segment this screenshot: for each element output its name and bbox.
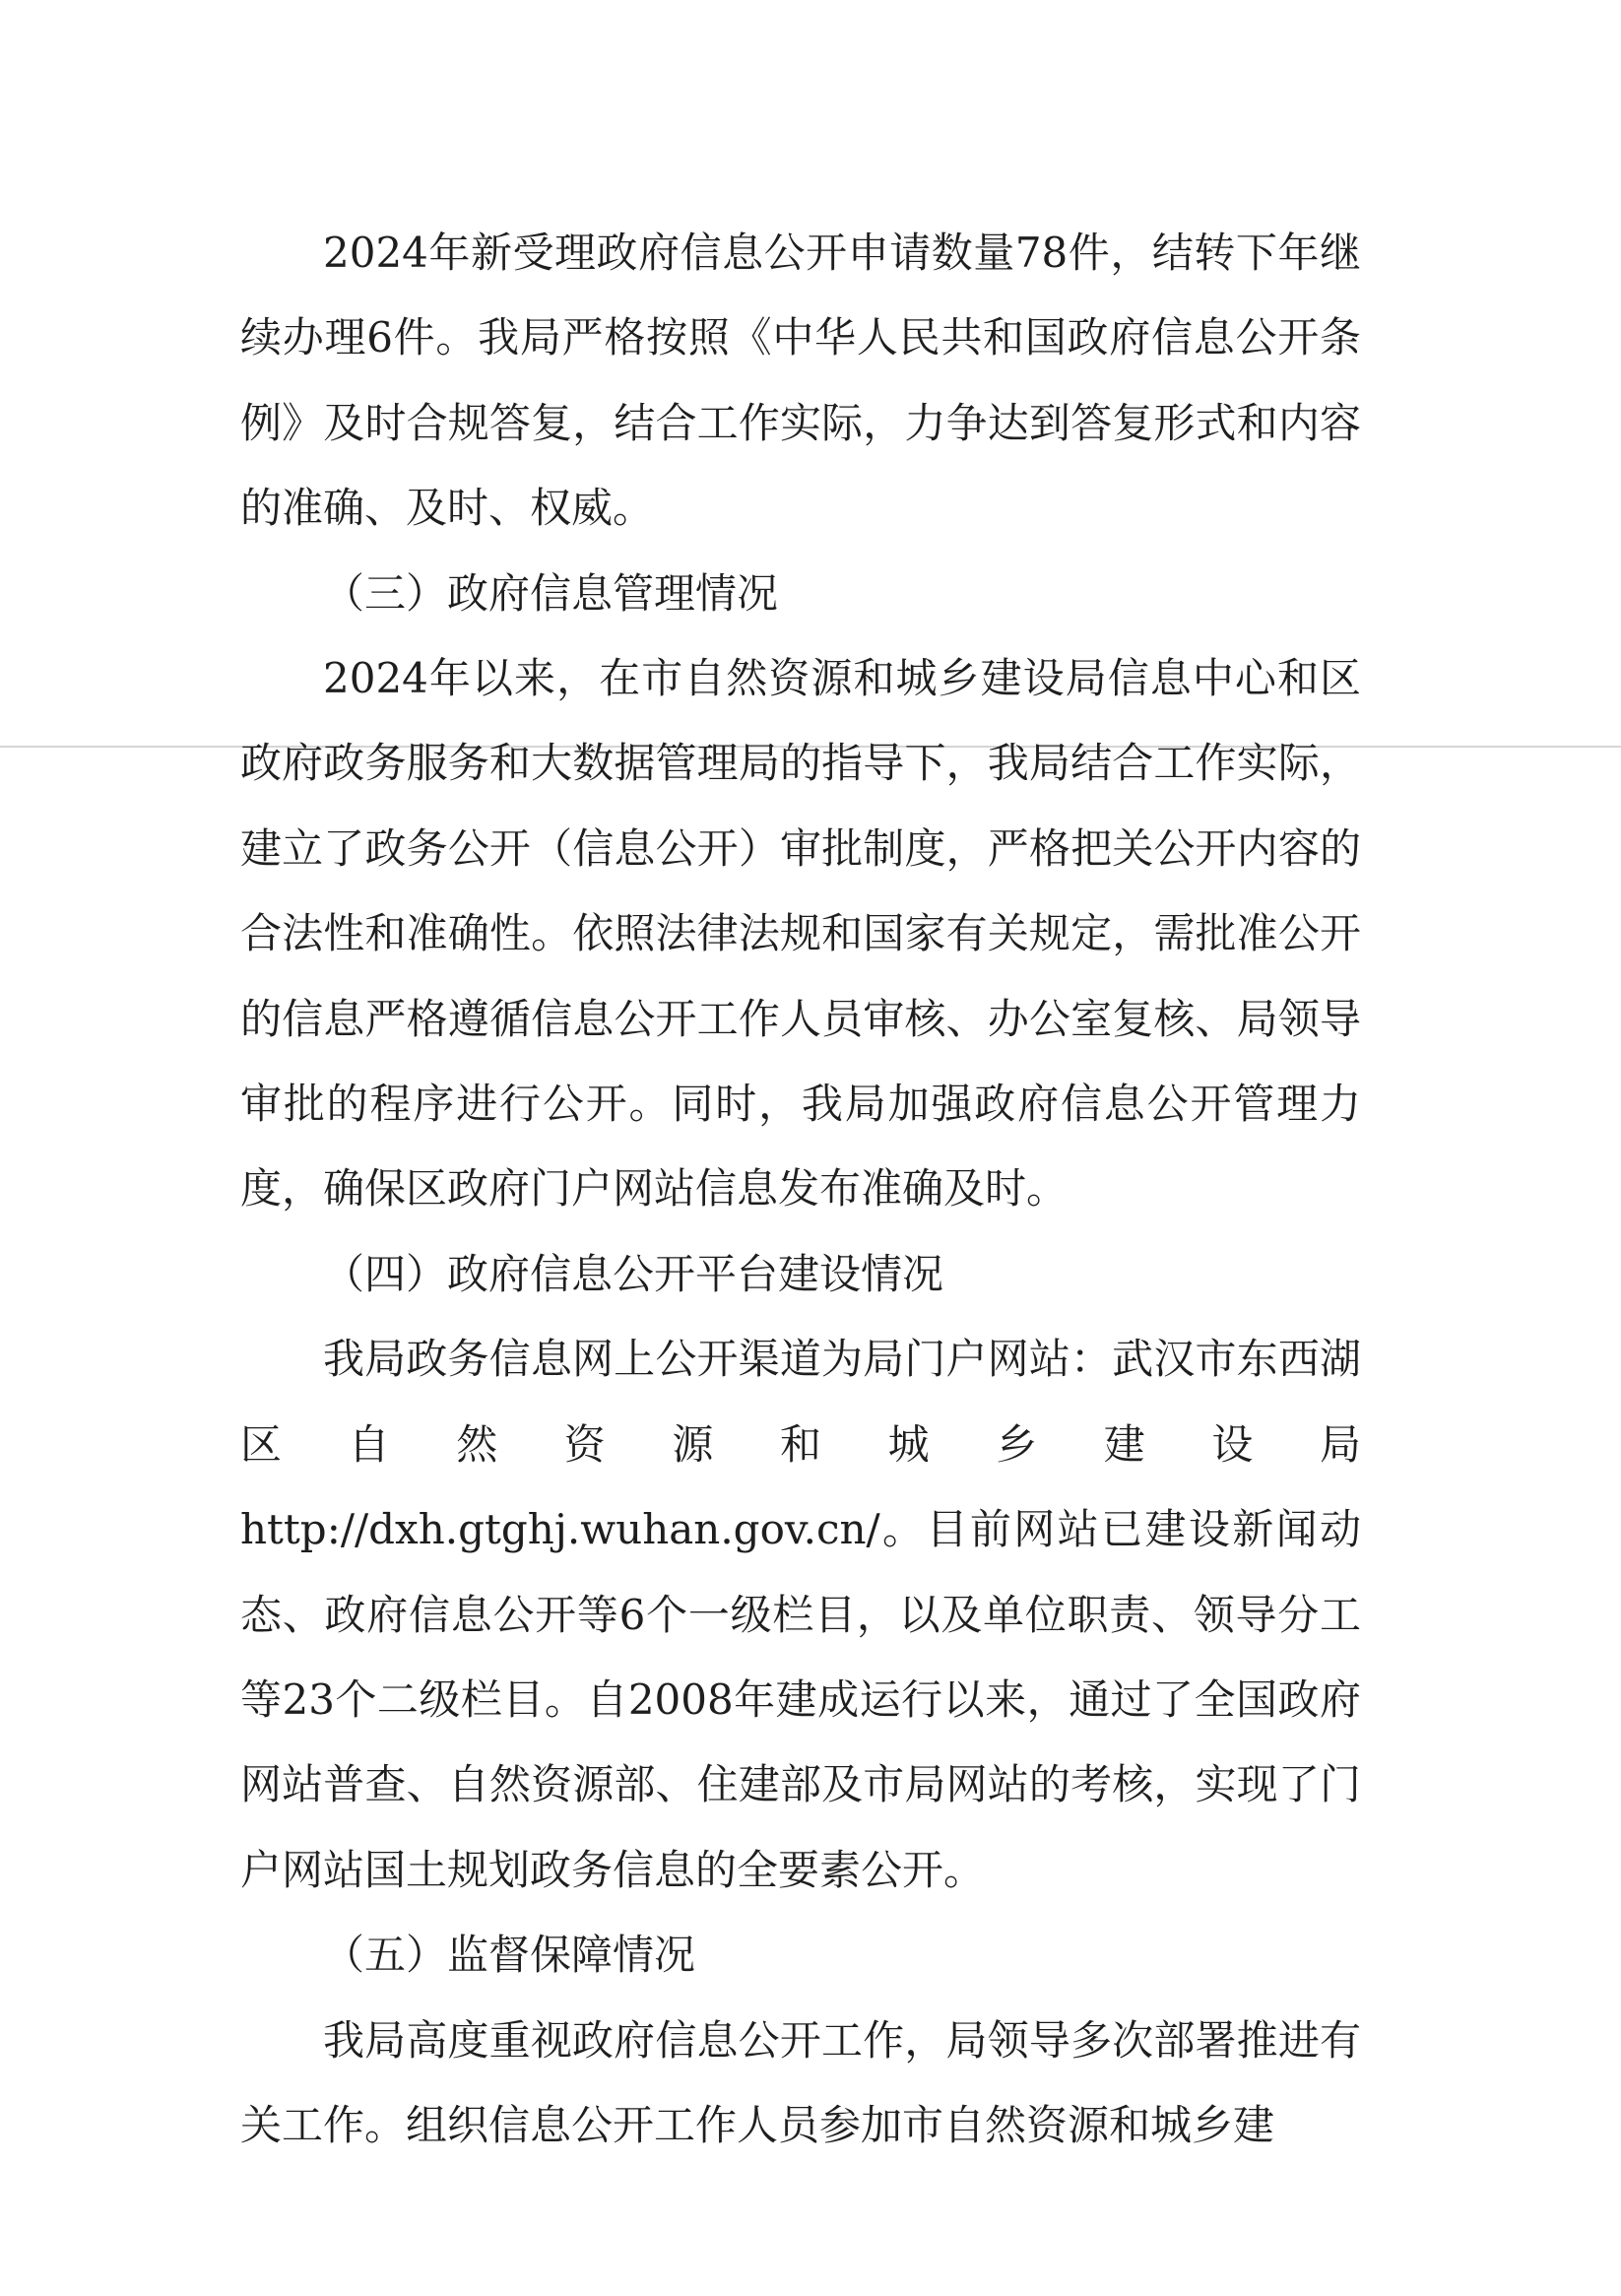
paragraph-applications: 2024年新受理政府信息公开申请数量78件，结转下年继续办理6件。我局严格按照《中华人民共和国政府信息公开条例》及时合规答复，结合工作实际，力争达到答复形式和内容的准确、及时、权威。 (240, 229, 1361, 533)
paragraph-supervision: 我局高度重视政府信息公开工作，局领导多次部署推进有关工作。组织信息公开工作人员参加市自然资源和城乡建 (240, 2015, 1361, 2149)
heading-platform-construction: （四）政府信息公开平台建设情况 (323, 1249, 944, 1298)
paragraph-info-management: 2024年以来，在市自然资源和城乡建设局信息中心和区政府政务服务和大数据管理局的指导下，我局结合工作实际，建立了政务公开（信息公开）审批制度，严格把关公开内容的合法性和准确性。依照法律法规和国家有关规定，需批准公开的信息严格遵循信息公开工作人员审核、办公室复核、局领导审批的程序进行公开。同时，我局加强政府信息公开管理力度，确保区政府门户网站信息发布准确及时。 (240, 654, 1361, 1214)
heading-supervision: （五）监督保障情况 (323, 1931, 696, 1980)
heading-info-management: （三）政府信息管理情况 (323, 568, 779, 618)
document-body (240, 211, 1361, 2168)
paragraph-platform-construction: 我局政务信息网上公开渠道为局门户网站：武汉市东西湖区自然资源和城乡建设局http://dxh.gtghj.wuhan.gov.cn/。目前网站已建设新闻动态、政府信息公开等6个一级栏目，以及单位职责、领导分工等23个二级栏目。自2008年建成运行以来，通过了全国政府网站普查、自然资源部、住建部及市局网站的考核，实现了门户网站国土规划政务信息的全要素公开。 (240, 1335, 1361, 1894)
